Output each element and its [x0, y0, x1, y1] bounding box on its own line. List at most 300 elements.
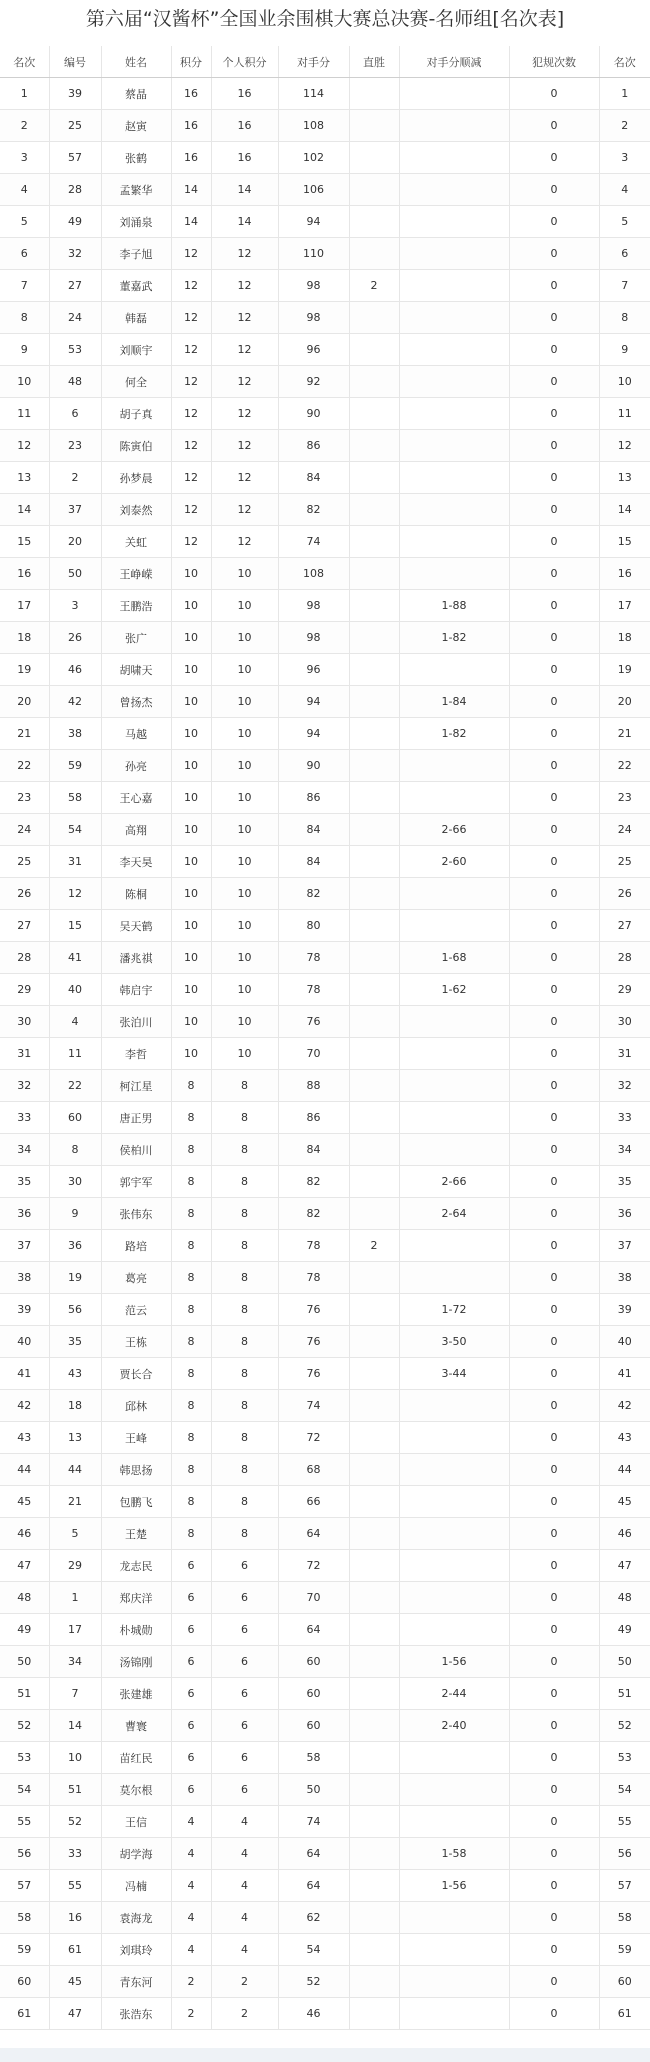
cell-opponent-score-cut	[399, 654, 509, 686]
cell-rank: 1	[0, 78, 49, 110]
cell-rank: 7	[0, 270, 49, 302]
cell-score: 10	[171, 590, 211, 622]
cell-number: 58	[49, 782, 101, 814]
cell-number: 14	[49, 1710, 101, 1742]
cell-rank-repeat: 27	[599, 910, 650, 942]
table-row	[0, 1742, 650, 1774]
cell-foul-count: 0	[509, 1710, 599, 1742]
cell-opponent-score: 60	[278, 1710, 349, 1742]
cell-direct-win	[349, 1262, 399, 1294]
table-row	[0, 1294, 650, 1326]
cell-personal-score: 6	[211, 1550, 278, 1582]
cell-personal-score: 12	[211, 462, 278, 494]
cell-opponent-score-cut	[399, 1582, 509, 1614]
cell-opponent-score-cut	[399, 1550, 509, 1582]
table-row	[0, 590, 650, 622]
cell-rank: 28	[0, 942, 49, 974]
cell-personal-score: 8	[211, 1134, 278, 1166]
table-row	[0, 654, 650, 686]
cell-rank-repeat: 9	[599, 334, 650, 366]
cell-direct-win	[349, 1678, 399, 1710]
table-row	[0, 1902, 650, 1934]
cell-personal-score: 10	[211, 878, 278, 910]
cell-foul-count: 0	[509, 302, 599, 334]
cell-name: 陈寅伯	[101, 430, 171, 462]
cell-foul-count: 0	[509, 1902, 599, 1934]
cell-rank-repeat: 59	[599, 1934, 650, 1966]
cell-foul-count: 0	[509, 1486, 599, 1518]
cell-score: 8	[171, 1358, 211, 1390]
cell-foul-count: 0	[509, 462, 599, 494]
cell-name: 王鹏浩	[101, 590, 171, 622]
cell-opponent-score: 82	[278, 494, 349, 526]
cell-name: 青东河	[101, 1966, 171, 1998]
cell-direct-win	[349, 814, 399, 846]
cell-opponent-score: 84	[278, 1134, 349, 1166]
cell-personal-score: 12	[211, 270, 278, 302]
cell-foul-count: 0	[509, 782, 599, 814]
cell-foul-count: 0	[509, 1294, 599, 1326]
cell-foul-count: 0	[509, 1166, 599, 1198]
cell-opponent-score-cut: 1-56	[399, 1646, 509, 1678]
cell-rank-repeat: 7	[599, 270, 650, 302]
cell-personal-score: 4	[211, 1934, 278, 1966]
table-row	[0, 1230, 650, 1262]
cell-opponent-score-cut	[399, 750, 509, 782]
cell-number: 25	[49, 110, 101, 142]
cell-score: 12	[171, 462, 211, 494]
cell-number: 1	[49, 1582, 101, 1614]
cell-foul-count: 0	[509, 1614, 599, 1646]
cell-name: 刘涌泉	[101, 206, 171, 238]
cell-direct-win	[349, 558, 399, 590]
cell-rank-repeat: 54	[599, 1774, 650, 1806]
cell-name: 张鹤	[101, 142, 171, 174]
table-row	[0, 302, 650, 334]
cell-rank: 33	[0, 1102, 49, 1134]
cell-score: 6	[171, 1742, 211, 1774]
cell-foul-count: 0	[509, 366, 599, 398]
cell-number: 19	[49, 1262, 101, 1294]
cell-direct-win	[349, 302, 399, 334]
cell-name: 韩启宇	[101, 974, 171, 1006]
cell-opponent-score: 74	[278, 526, 349, 558]
cell-score: 16	[171, 78, 211, 110]
cell-rank: 5	[0, 206, 49, 238]
cell-direct-win: 2	[349, 1230, 399, 1262]
cell-rank-repeat: 12	[599, 430, 650, 462]
cell-personal-score: 8	[211, 1102, 278, 1134]
cell-personal-score: 8	[211, 1198, 278, 1230]
cell-name: 陈桐	[101, 878, 171, 910]
column-header-opponent-score-cut: 对手分顺减	[399, 46, 509, 78]
cell-foul-count: 0	[509, 1934, 599, 1966]
cell-rank-repeat: 39	[599, 1294, 650, 1326]
cell-rank: 50	[0, 1646, 49, 1678]
cell-name: 龙志民	[101, 1550, 171, 1582]
cell-opponent-score: 94	[278, 206, 349, 238]
cell-personal-score: 10	[211, 718, 278, 750]
cell-direct-win	[349, 526, 399, 558]
cell-opponent-score-cut	[399, 1486, 509, 1518]
cell-rank: 2	[0, 110, 49, 142]
cell-direct-win	[349, 846, 399, 878]
cell-opponent-score: 84	[278, 846, 349, 878]
cell-rank-repeat: 8	[599, 302, 650, 334]
cell-score: 6	[171, 1550, 211, 1582]
cell-number: 34	[49, 1646, 101, 1678]
table-row	[0, 622, 650, 654]
cell-number: 21	[49, 1486, 101, 1518]
cell-rank: 31	[0, 1038, 49, 1070]
table-row	[0, 1870, 650, 1902]
cell-rank-repeat: 51	[599, 1678, 650, 1710]
cell-name: 刘琪玲	[101, 1934, 171, 1966]
cell-direct-win	[349, 110, 399, 142]
cell-foul-count: 0	[509, 878, 599, 910]
cell-opponent-score: 102	[278, 142, 349, 174]
cell-personal-score: 4	[211, 1838, 278, 1870]
cell-opponent-score: 92	[278, 366, 349, 398]
cell-rank: 34	[0, 1134, 49, 1166]
cell-number: 29	[49, 1550, 101, 1582]
cell-opponent-score: 96	[278, 654, 349, 686]
cell-score: 10	[171, 974, 211, 1006]
cell-score: 12	[171, 270, 211, 302]
cell-opponent-score-cut	[399, 1774, 509, 1806]
cell-rank-repeat: 34	[599, 1134, 650, 1166]
cell-opponent-score-cut	[399, 1262, 509, 1294]
cell-direct-win	[349, 1102, 399, 1134]
cell-score: 4	[171, 1870, 211, 1902]
cell-personal-score: 12	[211, 526, 278, 558]
cell-opponent-score: 70	[278, 1038, 349, 1070]
cell-personal-score: 8	[211, 1262, 278, 1294]
cell-score: 12	[171, 302, 211, 334]
table-row	[0, 1390, 650, 1422]
cell-score: 10	[171, 1006, 211, 1038]
cell-name: 李天昊	[101, 846, 171, 878]
cell-direct-win: 2	[349, 270, 399, 302]
cell-number: 18	[49, 1390, 101, 1422]
cell-rank-repeat: 1	[599, 78, 650, 110]
cell-personal-score: 8	[211, 1358, 278, 1390]
cell-name: 柯江星	[101, 1070, 171, 1102]
cell-name: 莫尔根	[101, 1774, 171, 1806]
ranking-table	[0, 46, 650, 2030]
cell-opponent-score: 94	[278, 718, 349, 750]
cell-personal-score: 10	[211, 814, 278, 846]
cell-personal-score: 10	[211, 1006, 278, 1038]
cell-score: 4	[171, 1806, 211, 1838]
cell-direct-win	[349, 590, 399, 622]
cell-opponent-score-cut	[399, 1070, 509, 1102]
cell-direct-win	[349, 1358, 399, 1390]
cell-name: 曹寰	[101, 1710, 171, 1742]
cell-rank-repeat: 37	[599, 1230, 650, 1262]
table-row	[0, 558, 650, 590]
cell-foul-count: 0	[509, 654, 599, 686]
cell-rank-repeat: 36	[599, 1198, 650, 1230]
cell-opponent-score: 106	[278, 174, 349, 206]
cell-opponent-score: 74	[278, 1806, 349, 1838]
cell-number: 59	[49, 750, 101, 782]
cell-foul-count: 0	[509, 334, 599, 366]
table-header-row	[0, 46, 650, 78]
cell-foul-count: 0	[509, 1390, 599, 1422]
cell-number: 8	[49, 1134, 101, 1166]
cell-opponent-score-cut	[399, 1230, 509, 1262]
cell-direct-win	[349, 206, 399, 238]
cell-direct-win	[349, 1006, 399, 1038]
cell-score: 12	[171, 366, 211, 398]
cell-opponent-score-cut: 1-88	[399, 590, 509, 622]
cell-rank-repeat: 56	[599, 1838, 650, 1870]
cell-score: 14	[171, 174, 211, 206]
cell-number: 17	[49, 1614, 101, 1646]
cell-foul-count: 0	[509, 1550, 599, 1582]
cell-rank-repeat: 29	[599, 974, 650, 1006]
cell-name: 汤锦刚	[101, 1646, 171, 1678]
cell-opponent-score: 70	[278, 1582, 349, 1614]
column-header-personal-score: 个人积分	[211, 46, 278, 78]
table-row	[0, 1966, 650, 1998]
cell-direct-win	[349, 1422, 399, 1454]
cell-personal-score: 10	[211, 846, 278, 878]
cell-rank: 42	[0, 1390, 49, 1422]
cell-rank: 45	[0, 1486, 49, 1518]
cell-number: 31	[49, 846, 101, 878]
cell-personal-score: 16	[211, 142, 278, 174]
cell-opponent-score: 50	[278, 1774, 349, 1806]
cell-rank-repeat: 10	[599, 366, 650, 398]
cell-opponent-score-cut	[399, 1038, 509, 1070]
cell-opponent-score-cut	[399, 110, 509, 142]
cell-foul-count: 0	[509, 206, 599, 238]
cell-name: 张浩东	[101, 1998, 171, 2030]
cell-opponent-score-cut	[399, 558, 509, 590]
cell-rank: 57	[0, 1870, 49, 1902]
cell-opponent-score: 74	[278, 1390, 349, 1422]
cell-opponent-score-cut	[399, 1902, 509, 1934]
table-row	[0, 846, 650, 878]
cell-rank: 14	[0, 494, 49, 526]
cell-score: 10	[171, 1038, 211, 1070]
cell-number: 24	[49, 302, 101, 334]
cell-rank-repeat: 30	[599, 1006, 650, 1038]
cell-score: 6	[171, 1678, 211, 1710]
cell-opponent-score-cut	[399, 1134, 509, 1166]
cell-foul-count: 0	[509, 558, 599, 590]
cell-number: 16	[49, 1902, 101, 1934]
cell-rank: 9	[0, 334, 49, 366]
cell-number: 45	[49, 1966, 101, 1998]
table-row	[0, 1550, 650, 1582]
cell-name: 韩磊	[101, 302, 171, 334]
cell-opponent-score: 60	[278, 1646, 349, 1678]
cell-score: 16	[171, 110, 211, 142]
table-row	[0, 174, 650, 206]
cell-direct-win	[349, 1486, 399, 1518]
cell-foul-count: 0	[509, 814, 599, 846]
cell-name: 李哲	[101, 1038, 171, 1070]
cell-rank: 51	[0, 1678, 49, 1710]
cell-name: 张建雄	[101, 1678, 171, 1710]
cell-direct-win	[349, 1902, 399, 1934]
cell-opponent-score-cut	[399, 334, 509, 366]
table-row	[0, 110, 650, 142]
cell-number: 39	[49, 78, 101, 110]
cell-name: 孟繁华	[101, 174, 171, 206]
cell-foul-count: 0	[509, 1870, 599, 1902]
column-header-name: 姓名	[101, 46, 171, 78]
cell-opponent-score: 76	[278, 1294, 349, 1326]
table-row	[0, 366, 650, 398]
cell-foul-count: 0	[509, 846, 599, 878]
cell-personal-score: 4	[211, 1902, 278, 1934]
cell-score: 8	[171, 1102, 211, 1134]
cell-opponent-score-cut	[399, 1454, 509, 1486]
cell-rank-repeat: 43	[599, 1422, 650, 1454]
cell-rank: 61	[0, 1998, 49, 2030]
cell-opponent-score-cut: 2-64	[399, 1198, 509, 1230]
cell-opponent-score-cut	[399, 1998, 509, 2030]
cell-personal-score: 2	[211, 1966, 278, 1998]
cell-name: 孙亮	[101, 750, 171, 782]
cell-rank: 49	[0, 1614, 49, 1646]
cell-rank-repeat: 22	[599, 750, 650, 782]
cell-rank-repeat: 41	[599, 1358, 650, 1390]
cell-foul-count: 0	[509, 430, 599, 462]
cell-rank: 21	[0, 718, 49, 750]
cell-personal-score: 14	[211, 174, 278, 206]
cell-rank: 58	[0, 1902, 49, 1934]
cell-number: 57	[49, 142, 101, 174]
cell-rank: 10	[0, 366, 49, 398]
cell-foul-count: 0	[509, 1582, 599, 1614]
cell-opponent-score: 82	[278, 1198, 349, 1230]
cell-opponent-score: 64	[278, 1518, 349, 1550]
cell-direct-win	[349, 1966, 399, 1998]
table-row	[0, 430, 650, 462]
cell-direct-win	[349, 750, 399, 782]
cell-name: 王栋	[101, 1326, 171, 1358]
cell-opponent-score-cut: 1-84	[399, 686, 509, 718]
cell-rank: 12	[0, 430, 49, 462]
cell-opponent-score: 110	[278, 238, 349, 270]
cell-direct-win	[349, 1774, 399, 1806]
cell-score: 10	[171, 782, 211, 814]
cell-name: 郭宇军	[101, 1166, 171, 1198]
cell-score: 8	[171, 1070, 211, 1102]
cell-direct-win	[349, 142, 399, 174]
cell-foul-count: 0	[509, 1070, 599, 1102]
cell-number: 7	[49, 1678, 101, 1710]
table-row	[0, 1710, 650, 1742]
cell-direct-win	[349, 1070, 399, 1102]
cell-score: 10	[171, 558, 211, 590]
cell-name: 袁海龙	[101, 1902, 171, 1934]
cell-foul-count: 0	[509, 750, 599, 782]
cell-name: 苗红民	[101, 1742, 171, 1774]
cell-personal-score: 8	[211, 1518, 278, 1550]
cell-score: 4	[171, 1934, 211, 1966]
cell-foul-count: 0	[509, 238, 599, 270]
cell-opponent-score: 108	[278, 110, 349, 142]
table-row	[0, 1838, 650, 1870]
cell-rank-repeat: 26	[599, 878, 650, 910]
table-row	[0, 1358, 650, 1390]
table-row	[0, 1006, 650, 1038]
cell-foul-count: 0	[509, 1454, 599, 1486]
cell-opponent-score: 52	[278, 1966, 349, 1998]
cell-name: 张广	[101, 622, 171, 654]
cell-rank-repeat: 48	[599, 1582, 650, 1614]
cell-foul-count: 0	[509, 1838, 599, 1870]
cell-number: 36	[49, 1230, 101, 1262]
cell-number: 26	[49, 622, 101, 654]
cell-direct-win	[349, 462, 399, 494]
table-row	[0, 1998, 650, 2030]
cell-opponent-score: 86	[278, 1102, 349, 1134]
table-row	[0, 1486, 650, 1518]
cell-opponent-score: 76	[278, 1326, 349, 1358]
table-row	[0, 1774, 650, 1806]
cell-rank-repeat: 57	[599, 1870, 650, 1902]
cell-rank: 16	[0, 558, 49, 590]
cell-rank: 47	[0, 1550, 49, 1582]
cell-personal-score: 12	[211, 334, 278, 366]
column-header-foul-count: 犯规次数	[509, 46, 599, 78]
cell-name: 吴天鹤	[101, 910, 171, 942]
cell-opponent-score: 60	[278, 1678, 349, 1710]
cell-number: 13	[49, 1422, 101, 1454]
cell-foul-count: 0	[509, 1198, 599, 1230]
cell-personal-score: 12	[211, 430, 278, 462]
cell-opponent-score-cut	[399, 1102, 509, 1134]
cell-personal-score: 12	[211, 398, 278, 430]
cell-name: 包鹏飞	[101, 1486, 171, 1518]
cell-foul-count: 0	[509, 526, 599, 558]
table-row	[0, 206, 650, 238]
cell-rank: 22	[0, 750, 49, 782]
cell-name: 赵寅	[101, 110, 171, 142]
table-row	[0, 1166, 650, 1198]
cell-direct-win	[349, 334, 399, 366]
cell-personal-score: 10	[211, 750, 278, 782]
cell-opponent-score: 46	[278, 1998, 349, 2030]
cell-rank-repeat: 6	[599, 238, 650, 270]
cell-number: 28	[49, 174, 101, 206]
cell-rank: 36	[0, 1198, 49, 1230]
cell-opponent-score-cut	[399, 174, 509, 206]
cell-rank: 27	[0, 910, 49, 942]
cell-opponent-score: 90	[278, 398, 349, 430]
cell-rank: 11	[0, 398, 49, 430]
table-row	[0, 398, 650, 430]
cell-name: 孙梦晨	[101, 462, 171, 494]
cell-direct-win	[349, 1838, 399, 1870]
cell-direct-win	[349, 1390, 399, 1422]
cell-direct-win	[349, 1934, 399, 1966]
cell-rank-repeat: 33	[599, 1102, 650, 1134]
cell-personal-score: 6	[211, 1614, 278, 1646]
cell-rank-repeat: 5	[599, 206, 650, 238]
cell-opponent-score-cut: 2-66	[399, 814, 509, 846]
cell-direct-win	[349, 1742, 399, 1774]
cell-foul-count: 0	[509, 110, 599, 142]
cell-name: 王楚	[101, 1518, 171, 1550]
